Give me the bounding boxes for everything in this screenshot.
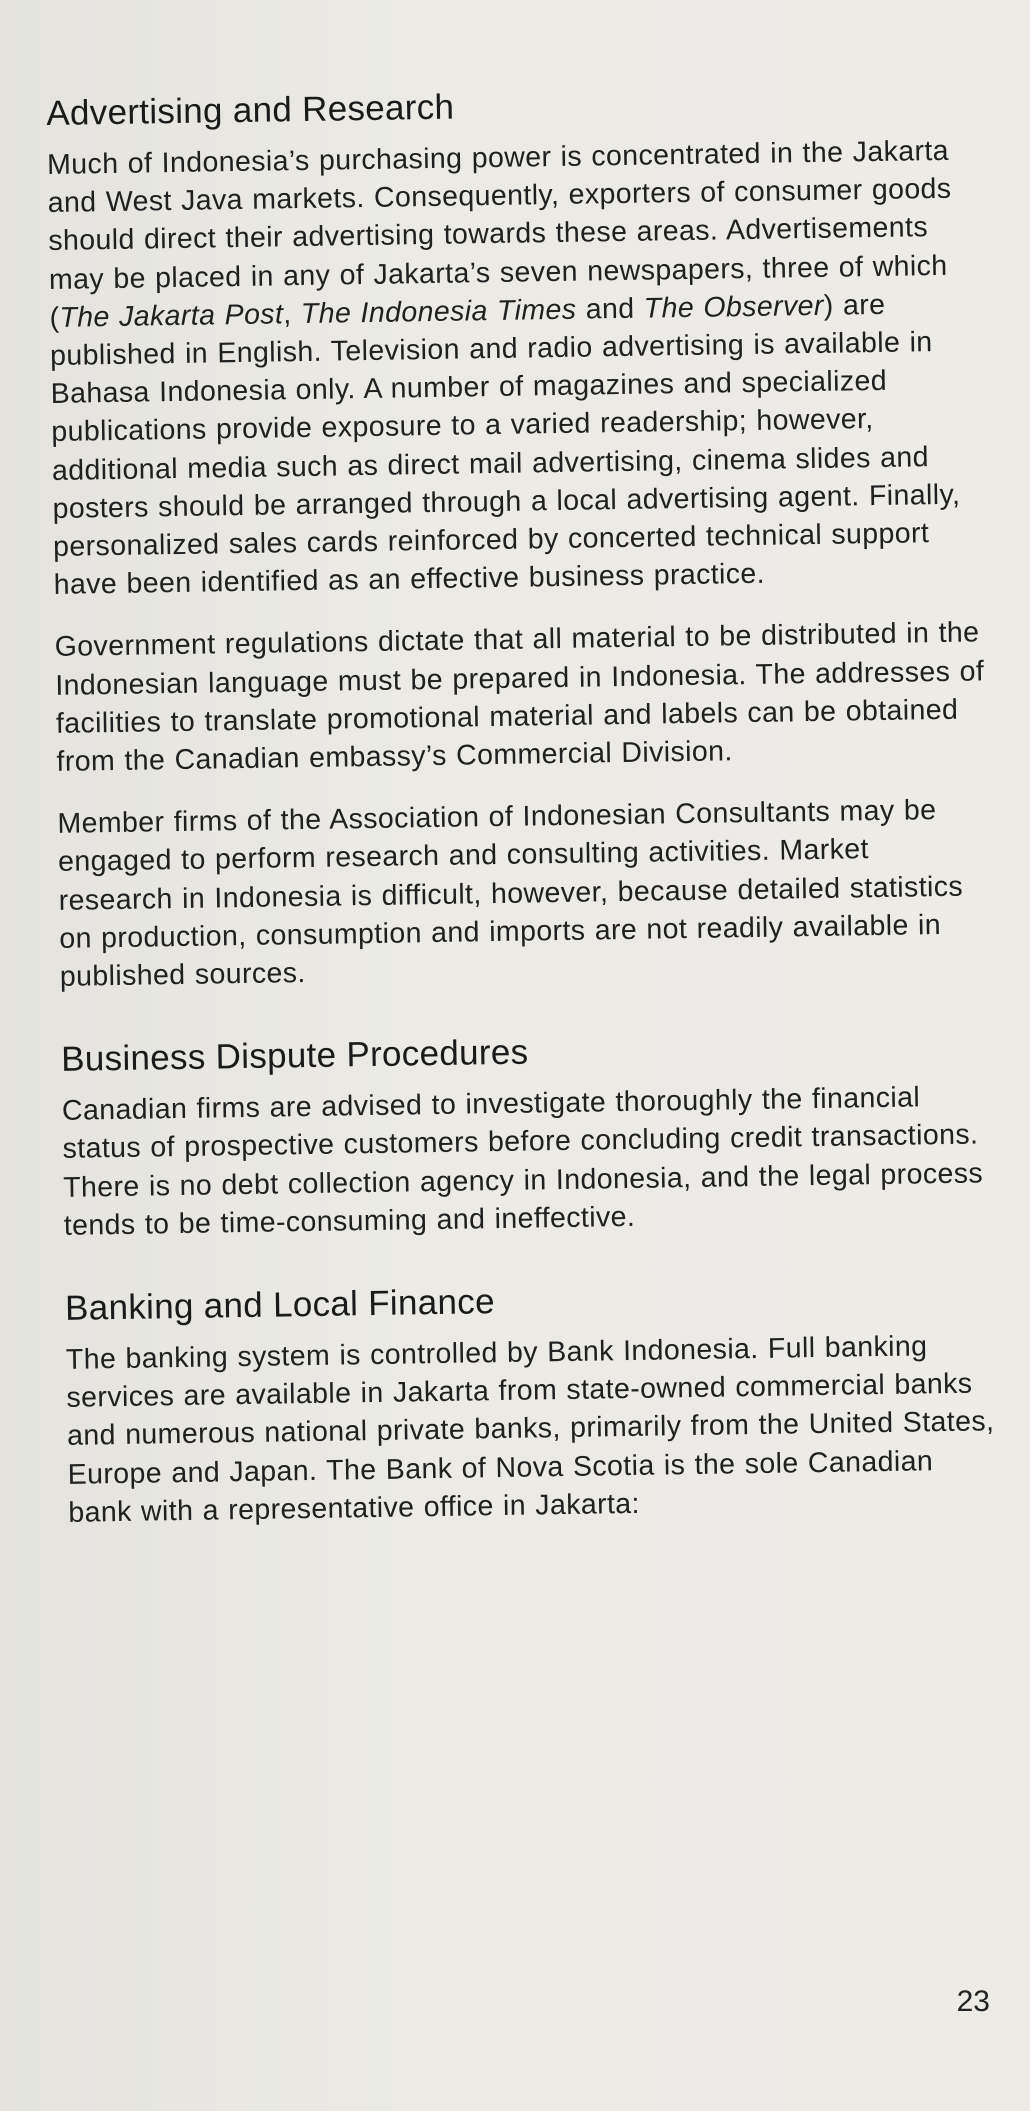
text-run: Much of Indonesia’s purchasing power is concentrated in the Jakarta and West Java markets. Consequently, exporters of consumer goods should direct their advertising towards these areas. Advertisements may be placed in any of Jakarta’s seven newspapers, three of which ( xyxy=(46,134,952,334)
section xyxy=(61,1006,994,1245)
text-run: Government regulations dictate that all material to be distributed in the Indonesian language must be prepared in Indonesia. The addresses of facilities to translate promotional material and labels can be obtained from the Canadian embassy’s Commercial Division. xyxy=(54,616,985,778)
body-paragraph xyxy=(57,791,990,997)
text-column xyxy=(46,77,999,1556)
page-number: 23 xyxy=(956,1985,990,2018)
section-heading: Banking and Local Finance xyxy=(64,1282,496,1328)
text-run: and xyxy=(576,292,644,326)
text-run: ) are published in English. Television and radio advertising is available in Bahasa Indonesia only. A number of magazines and specialized publications provide exposure to a varied readership; however, additional media such as direct mail advertising, cinema slides and posters should be arranged through a local advertising agent. Finally, personalized sales cards reinforced by concerted technical support have been identified as an effective business practice. xyxy=(49,288,961,602)
body-paragraph xyxy=(54,614,986,781)
text-run: Canadian firms are advised to investigate thoroughly the financial status of prospective customers before concluding credit transactions. There is no debt collection agency in Indonesia, and the legal process tends to be time-consuming and ineffective. xyxy=(61,1081,984,1242)
italic-title: The Observer xyxy=(643,289,824,325)
italic-title: The Jakarta Post xyxy=(59,298,284,334)
section xyxy=(64,1254,998,1532)
section xyxy=(46,77,990,996)
body-paragraph xyxy=(66,1326,999,1532)
section-heading: Business Dispute Procedures xyxy=(60,1032,529,1080)
text-run: The banking system is controlled by Bank Indonesia. Full banking services are available in Jakarta from state-owned commercial banks and numerous national private banks, primarily from the United States, Europe and Japan. The Bank of Nova Scotia is the sole Canadian bank with a representative office in Jakarta: xyxy=(65,1330,995,1529)
text-run: , xyxy=(283,297,302,331)
body-paragraph xyxy=(47,131,984,604)
section-heading: Advertising and Research xyxy=(46,87,455,133)
body-paragraph xyxy=(62,1078,994,1245)
italic-title: The Indonesia Times xyxy=(300,293,577,330)
text-run: Member firms of the Association of Indonesian Consultants may be engaged to perform research and consulting activities. Market research in Indonesia is difficult, however, because detailed statistics on production, consumption and imports are not readily available in published sources. xyxy=(57,794,964,993)
